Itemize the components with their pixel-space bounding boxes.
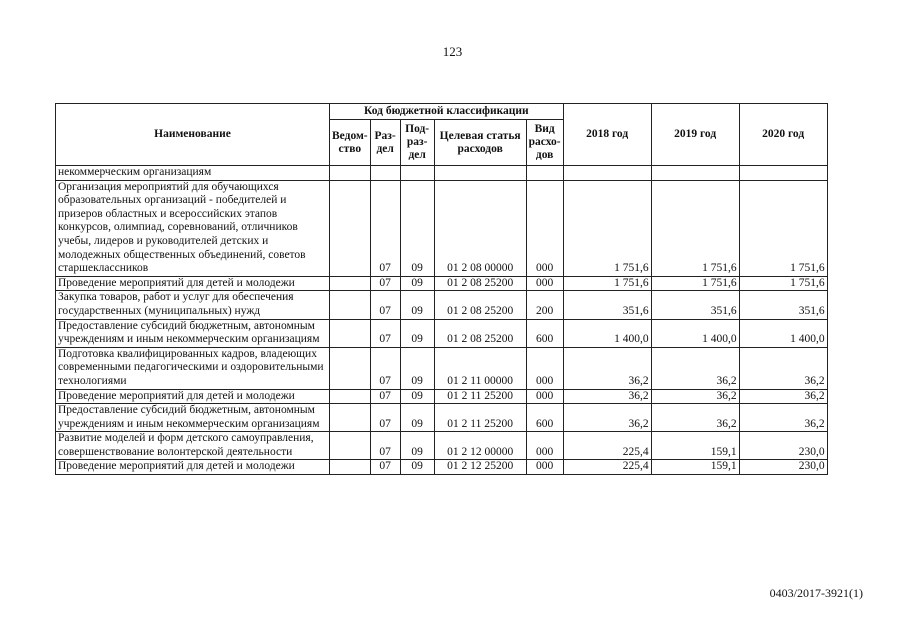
table-row bbox=[56, 291, 828, 319]
cell-ved bbox=[330, 347, 371, 389]
cell-ved bbox=[330, 276, 371, 291]
cell-y1: 351,6 bbox=[563, 291, 651, 319]
cell-y1: 36,2 bbox=[563, 347, 651, 389]
cell-y2: 36,2 bbox=[651, 347, 739, 389]
cell-ved bbox=[330, 432, 371, 460]
cell-cs: 01 2 11 25200 bbox=[434, 389, 526, 404]
cell-vr: 000 bbox=[526, 347, 563, 389]
header-year-2019: 2019 год bbox=[651, 104, 739, 166]
cell-vr: 600 bbox=[526, 319, 563, 347]
cell-cs: 01 2 08 25200 bbox=[434, 276, 526, 291]
cell-y2: 1 751,6 bbox=[651, 180, 739, 276]
cell-name: Организация мероприятий для обучающихся образовательных организаций - победителей и призеров областных и всероссийских этапов конкурсов, олимпиад, соревнований, отличников учебы, лидеров и руководителей детских и молодежных общественных объединений, советов старшеклассников bbox=[56, 180, 330, 276]
cell-razd: 07 bbox=[370, 180, 400, 276]
cell-y3: 1 751,6 bbox=[739, 276, 827, 291]
cell-vr: 600 bbox=[526, 404, 563, 432]
cell-razd: 07 bbox=[370, 404, 400, 432]
cell-razd: 07 bbox=[370, 319, 400, 347]
table-row bbox=[56, 180, 828, 276]
cell-ved bbox=[330, 460, 371, 475]
cell-cs: 01 2 08 00000 bbox=[434, 180, 526, 276]
table-row bbox=[56, 347, 828, 389]
cell-name: Подготовка квалифицированных кадров, владеющих современными педагогическими и оздоровительными технологиями bbox=[56, 347, 330, 389]
cell-y3: 1 400,0 bbox=[739, 319, 827, 347]
budget-table bbox=[55, 103, 828, 475]
cell-cs: 01 2 11 00000 bbox=[434, 347, 526, 389]
cell-y3: 36,2 bbox=[739, 347, 827, 389]
cell-name: Предоставление субсидий бюджетным, автономным учреждениям и иным некоммерческим организациям bbox=[56, 404, 330, 432]
table-row bbox=[56, 276, 828, 291]
cell-y1: 36,2 bbox=[563, 404, 651, 432]
cell-razd: 07 bbox=[370, 276, 400, 291]
cell-y2: 1 400,0 bbox=[651, 319, 739, 347]
cell-y3: 36,2 bbox=[739, 404, 827, 432]
cell-vr: 200 bbox=[526, 291, 563, 319]
table-row bbox=[56, 432, 828, 460]
header-podrazdel: Под-раз-дел bbox=[400, 120, 434, 166]
cell-cs bbox=[434, 166, 526, 181]
cell-ved bbox=[330, 166, 371, 181]
cell-razd: 07 bbox=[370, 347, 400, 389]
cell-ved bbox=[330, 404, 371, 432]
cell-cs: 01 2 12 25200 bbox=[434, 460, 526, 475]
cell-ved bbox=[330, 319, 371, 347]
table-row bbox=[56, 404, 828, 432]
table-body bbox=[56, 166, 828, 475]
cell-y1: 1 751,6 bbox=[563, 180, 651, 276]
cell-y3 bbox=[739, 166, 827, 181]
cell-cs: 01 2 12 00000 bbox=[434, 432, 526, 460]
cell-y1: 225,4 bbox=[563, 432, 651, 460]
header-classification-group: Код бюджетной классификации bbox=[330, 104, 564, 120]
header-vid-rashodov: Вид расхо-дов bbox=[526, 120, 563, 166]
cell-razd: 07 bbox=[370, 460, 400, 475]
cell-y1: 1 751,6 bbox=[563, 276, 651, 291]
cell-cs: 01 2 08 25200 bbox=[434, 291, 526, 319]
cell-vr: 000 bbox=[526, 389, 563, 404]
cell-y3: 36,2 bbox=[739, 389, 827, 404]
document-code: 0403/2017-3921(1) bbox=[769, 586, 863, 600]
cell-cs: 01 2 11 25200 bbox=[434, 404, 526, 432]
cell-name: Проведение мероприятий для детей и молодежи bbox=[56, 389, 330, 404]
header-celevaya-statya: Целевая статья расходов bbox=[434, 120, 526, 166]
cell-vr: 000 bbox=[526, 276, 563, 291]
cell-podr: 09 bbox=[400, 460, 434, 475]
cell-podr: 09 bbox=[400, 291, 434, 319]
cell-y2 bbox=[651, 166, 739, 181]
table-row bbox=[56, 389, 828, 404]
cell-y2: 159,1 bbox=[651, 432, 739, 460]
header-vedomstvo: Ведом-ство bbox=[330, 120, 371, 166]
cell-podr: 09 bbox=[400, 347, 434, 389]
cell-cs: 01 2 08 25200 bbox=[434, 319, 526, 347]
cell-vr: 000 bbox=[526, 432, 563, 460]
cell-podr: 09 bbox=[400, 432, 434, 460]
cell-vr bbox=[526, 166, 563, 181]
cell-name: Закупка товаров, работ и услуг для обеспечения государственных (муниципальных) нужд bbox=[56, 291, 330, 319]
cell-name: Предоставление субсидий бюджетным, автономным учреждениям и иным некоммерческим организациям bbox=[56, 319, 330, 347]
cell-y2: 36,2 bbox=[651, 389, 739, 404]
cell-y1: 36,2 bbox=[563, 389, 651, 404]
cell-podr: 09 bbox=[400, 180, 434, 276]
cell-vr: 000 bbox=[526, 180, 563, 276]
cell-y1 bbox=[563, 166, 651, 181]
table-row bbox=[56, 460, 828, 475]
table-row bbox=[56, 319, 828, 347]
cell-y1: 1 400,0 bbox=[563, 319, 651, 347]
cell-ved bbox=[330, 291, 371, 319]
cell-y3: 1 751,6 bbox=[739, 180, 827, 276]
cell-y2: 36,2 bbox=[651, 404, 739, 432]
cell-name: Развитие моделей и форм детского самоуправления, совершенствование волонтерской деятельности bbox=[56, 432, 330, 460]
cell-podr bbox=[400, 166, 434, 181]
cell-y1: 225,4 bbox=[563, 460, 651, 475]
cell-name: Проведение мероприятий для детей и молодежи bbox=[56, 460, 330, 475]
cell-y2: 159,1 bbox=[651, 460, 739, 475]
cell-razd: 07 bbox=[370, 432, 400, 460]
cell-y3: 230,0 bbox=[739, 460, 827, 475]
cell-razd bbox=[370, 166, 400, 181]
header-name: Наименование bbox=[56, 104, 330, 166]
header-razdel: Раз-дел bbox=[370, 120, 400, 166]
cell-razd: 07 bbox=[370, 291, 400, 319]
header-year-2018: 2018 год bbox=[563, 104, 651, 166]
cell-razd: 07 bbox=[370, 389, 400, 404]
cell-y3: 230,0 bbox=[739, 432, 827, 460]
cell-y2: 351,6 bbox=[651, 291, 739, 319]
cell-name: Проведение мероприятий для детей и молодежи bbox=[56, 276, 330, 291]
cell-podr: 09 bbox=[400, 319, 434, 347]
header-year-2020: 2020 год bbox=[739, 104, 827, 166]
cell-vr: 000 bbox=[526, 460, 563, 475]
cell-y2: 1 751,6 bbox=[651, 276, 739, 291]
cell-podr: 09 bbox=[400, 389, 434, 404]
cell-ved bbox=[330, 389, 371, 404]
cell-ved bbox=[330, 180, 371, 276]
cell-name: некоммерческим организациям bbox=[56, 166, 330, 181]
cell-podr: 09 bbox=[400, 404, 434, 432]
cell-podr: 09 bbox=[400, 276, 434, 291]
page-number: 123 bbox=[442, 44, 463, 59]
cell-y3: 351,6 bbox=[739, 291, 827, 319]
table-row bbox=[56, 166, 828, 181]
